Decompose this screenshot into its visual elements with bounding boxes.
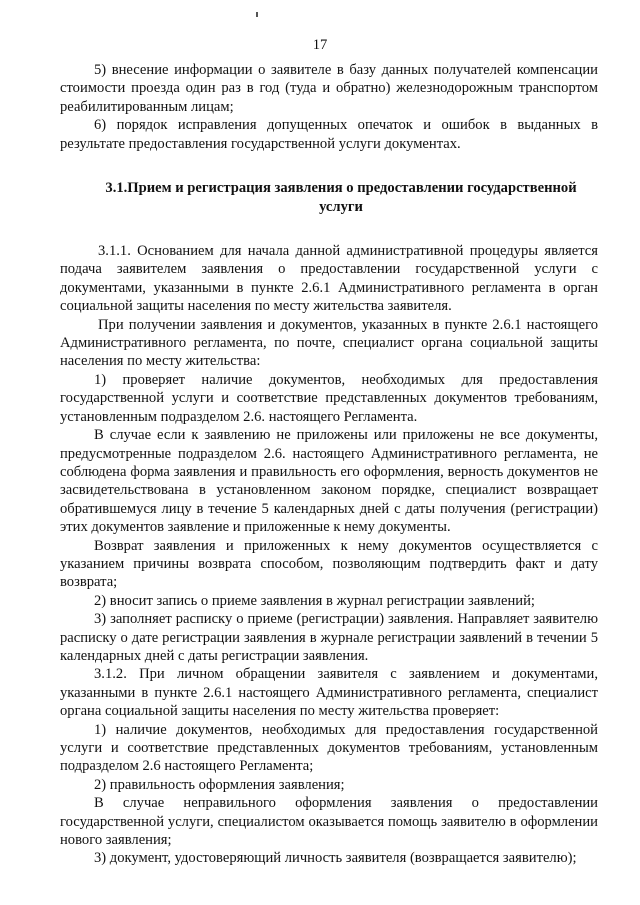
paragraph-check-c2: 2) правильность оформления заявления;	[94, 776, 345, 793]
page-number: 17	[312, 37, 328, 53]
paragraph-3-1-2: 3.1.2. При личном обращении заявителя с заявлением и документами, указанными в пункте 2.6.1 настоящего Административного регламента, специалист органа социальной защиты населения по месту жительства проверяет:	[60, 666, 598, 720]
paragraph-return: Возврат заявления и приложенных к нему документов осуществляется с указанием причины возврата способом, позволяющим подтвердить факт и дату возврата;	[60, 537, 598, 591]
paragraph-item-5: 5) внесение информации о заявителе в базу данных получателей компенсации стоимости проезда один раз в год (туда и обратно) железнодорожным транспортом реабилитированным лицам;	[60, 62, 598, 115]
paragraph-3-1-1: 3.1.1. Основанием для начала данной административной процедуры является подача заявителем заявления о предоставлении государственной услуги с документами, указанными в пункте 2.6.1 Административного регламента в орган социальной защиты населения по месту жительства заявителя.	[60, 243, 598, 315]
paragraph-check-c1: 1) наличие документов, необходимых для предоставления государственной услуги и соответствие представленных документов требованиям, установленным подразделом 2.6 настоящего Регламента;	[60, 721, 598, 775]
paragraph-receipt: 3) заполняет расписку о приеме (регистрации) заявления. Направляет заявителю расписку о дате регистрации заявления в журнале регистрации заявлений в течении 5 календарных дней с даты регистрации заявления.	[60, 611, 598, 664]
paragraph-wrong-form: В случае неправильного оформления заявления о предоставлении государственной услуги, специалистом оказывается помощь заявителю в оформлении нового заявления;	[60, 795, 598, 849]
paragraph-case: В случае если к заявлению не приложены или приложены не все документы, предусмотренные подразделом 2.6. настоящего Административного регламента, не соблюдена форма заявления и правильность его оформления, верность документов не засвидетельствована в установленном законом порядке, специалист возвращает обратившемуся лицу в течение 5 календарных дней с даты получения (регистрации) этих документов заявление и приложенные к нему документы.	[60, 427, 598, 536]
scan-mark	[256, 12, 258, 17]
paragraph-check-1: 1) проверяет наличие документов, необходимых для предоставления государственной услуги и соответствие представленных документов требованиям, установленным подразделом 2.6. настоящего Регламента.	[60, 371, 598, 425]
paragraph-journal: 2) вносит запись о приеме заявления в журнал регистрации заявлений;	[94, 592, 535, 609]
paragraph-check-c3: 3) документ, удостоверяющий личность заявителя (возвращается заявителю);	[94, 850, 577, 867]
document-body	[60, 61, 598, 868]
paragraph-mail: При получении заявления и документов, указанных в пункте 2.6.1 настоящего Административного регламента, по почте, специалист органа социальной защиты населения по месту жительства:	[60, 316, 598, 370]
paragraph-item-6: 6) порядок исправления допущенных опечаток и ошибок в выданных в результате предоставления государственной услуги документах.	[60, 117, 598, 152]
section-heading: 3.1.Прием и регистрация заявления о предоставлении государственной услуги	[105, 180, 577, 216]
